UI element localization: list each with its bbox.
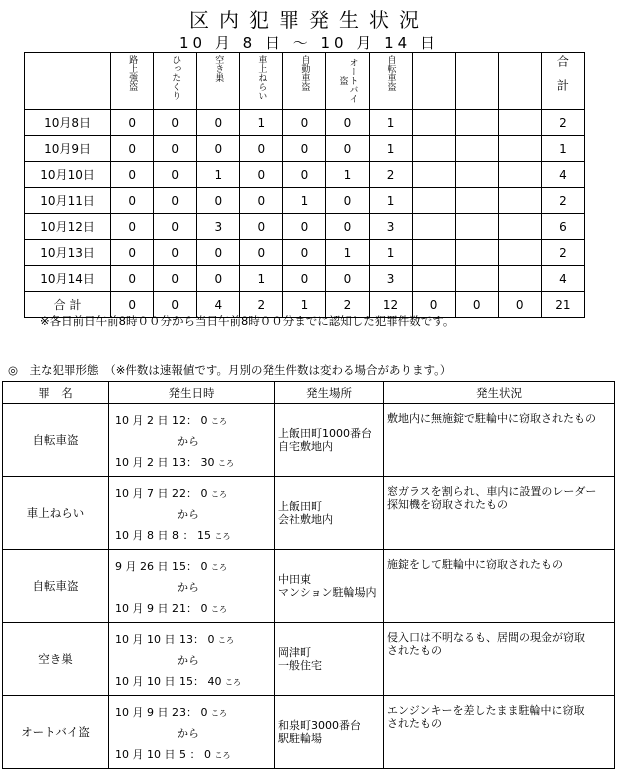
count-cell: 1	[369, 110, 412, 136]
count-cell: 1	[240, 110, 283, 136]
count-cell: 0	[197, 110, 240, 136]
column-header: 自動車盗	[283, 53, 326, 110]
datetime-cell	[109, 477, 275, 550]
datetime-cell	[109, 550, 275, 623]
case-row	[3, 696, 615, 769]
table-row	[25, 162, 585, 188]
table-row	[25, 214, 585, 240]
count-cell: 6	[541, 214, 584, 240]
count-cell: 0	[283, 266, 326, 292]
koro-label: ころ	[217, 636, 234, 645]
count-cell: 0	[197, 136, 240, 162]
count-cell: 0	[111, 188, 154, 214]
from-time: 10 月 10 日 13： 0	[115, 633, 215, 646]
count-cell: 1	[541, 136, 584, 162]
count-cell	[412, 162, 455, 188]
table-row	[25, 188, 585, 214]
column-header: 路上強盗	[111, 53, 154, 110]
count-cell: 1	[369, 188, 412, 214]
case-header: 発生日時	[109, 382, 275, 404]
count-cell: 0	[283, 214, 326, 240]
total-label: 合 計	[25, 292, 111, 318]
count-cell	[412, 136, 455, 162]
date-cell: 10月13日	[25, 240, 111, 266]
note: ※各日前日午前8時００分から当日午前8時００分までに認知した犯罪件数です。	[40, 314, 455, 328]
table-row	[25, 266, 585, 292]
count-cell	[455, 188, 498, 214]
count-cell	[498, 110, 541, 136]
count-cell: 1	[326, 240, 369, 266]
date-cell: 10月14日	[25, 266, 111, 292]
count-cell: 0	[154, 188, 197, 214]
total-cell: 2	[326, 292, 369, 318]
case-header: 発生状況	[384, 382, 615, 404]
count-cell: 0	[111, 162, 154, 188]
column-header: 自転車盗	[369, 53, 412, 110]
count-cell: 3	[369, 214, 412, 240]
total-cell: 2	[240, 292, 283, 318]
count-cell: 0	[154, 214, 197, 240]
count-cell: 0	[326, 266, 369, 292]
count-cell: 2	[369, 162, 412, 188]
case-header: 発生場所	[275, 382, 384, 404]
kara-label: から	[177, 727, 199, 740]
count-cell: 1	[369, 240, 412, 266]
to-time: 10 月 2 日 13： 30	[115, 456, 215, 469]
koro-label: ころ	[210, 417, 227, 426]
from-time: 10 月 7 日 22： 0	[115, 487, 208, 500]
kara-label: から	[177, 435, 199, 448]
count-cell: 3	[197, 214, 240, 240]
to-time: 10 月 10 日 5 ： 0	[115, 748, 211, 761]
count-cell	[498, 266, 541, 292]
case-row	[3, 550, 615, 623]
date-cell: 10月8日	[25, 110, 111, 136]
date-cell: 10月9日	[25, 136, 111, 162]
column-header: 空き巣	[197, 53, 240, 110]
to-time: 10 月 8 日 8 ： 15	[115, 529, 211, 542]
koro-label: ころ	[210, 605, 227, 614]
column-header: ひったくり	[154, 53, 197, 110]
count-cell: 0	[283, 136, 326, 162]
count-cell: 0	[240, 136, 283, 162]
count-cell	[498, 136, 541, 162]
column-header	[498, 53, 541, 110]
count-cell: 2	[541, 188, 584, 214]
count-cell: 0	[197, 188, 240, 214]
count-cell: 0	[154, 240, 197, 266]
count-cell: 0	[111, 136, 154, 162]
count-cell: 0	[283, 110, 326, 136]
count-cell	[455, 240, 498, 266]
situation-cell: 施錠をして駐輪中に窃取されたもの	[384, 550, 615, 623]
count-cell: 0	[197, 266, 240, 292]
count-cell: 0	[154, 162, 197, 188]
count-cell: 0	[154, 110, 197, 136]
count-cell: 0	[326, 188, 369, 214]
table-row	[25, 136, 585, 162]
count-cell	[455, 136, 498, 162]
count-cell: 1	[369, 136, 412, 162]
count-cell	[412, 240, 455, 266]
count-cell: 1	[197, 162, 240, 188]
total-cell: 0	[154, 292, 197, 318]
crime-table-header	[25, 53, 585, 110]
count-cell: 0	[154, 266, 197, 292]
count-cell: 4	[541, 266, 584, 292]
count-cell: 0	[154, 136, 197, 162]
count-cell: 3	[369, 266, 412, 292]
case-row	[3, 404, 615, 477]
to-time: 10 月 9 日 21： 0	[115, 602, 208, 615]
count-cell: 4	[541, 162, 584, 188]
koro-label: ころ	[210, 490, 227, 499]
count-cell: 0	[111, 214, 154, 240]
case-table	[2, 381, 615, 769]
column-header: 合計	[541, 53, 584, 110]
date-cell: 10月12日	[25, 214, 111, 240]
count-cell	[498, 188, 541, 214]
datetime-cell	[109, 623, 275, 696]
koro-label: ころ	[214, 751, 231, 760]
period: 10 月 8 日 ～ 10 月 14 日	[179, 34, 439, 52]
koro-label: ころ	[224, 678, 241, 687]
koro-label: ころ	[210, 563, 227, 572]
count-cell: 2	[541, 240, 584, 266]
crime-count-table	[24, 52, 585, 318]
count-cell	[498, 240, 541, 266]
count-cell: 1	[326, 162, 369, 188]
from-time: 9 月 26 日 15： 0	[115, 560, 208, 573]
count-cell: 0	[326, 110, 369, 136]
table-row	[25, 240, 585, 266]
situation-cell: 敷地内に無施錠で駐輪中に窃取されたもの	[384, 404, 615, 477]
count-cell: 0	[111, 110, 154, 136]
total-cell: 1	[283, 292, 326, 318]
header-blank	[25, 53, 111, 110]
total-cell: 12	[369, 292, 412, 318]
total-cell: 0	[111, 292, 154, 318]
to-time: 10 月 10 日 15： 40	[115, 675, 222, 688]
count-cell: 0	[326, 136, 369, 162]
count-cell: 0	[111, 240, 154, 266]
place-cell: 和泉町3000番台 駅駐輪場	[275, 696, 384, 769]
count-cell	[455, 110, 498, 136]
koro-label: ころ	[217, 459, 234, 468]
count-cell: 0	[326, 214, 369, 240]
datetime-cell	[109, 696, 275, 769]
kara-label: から	[177, 654, 199, 667]
from-time: 10 月 2 日 12： 0	[115, 414, 208, 427]
count-cell	[455, 214, 498, 240]
place-cell: 岡津町 一般住宅	[275, 623, 384, 696]
count-cell	[412, 266, 455, 292]
case-row	[3, 477, 615, 550]
count-cell: 0	[240, 162, 283, 188]
count-cell	[455, 162, 498, 188]
count-cell	[412, 214, 455, 240]
count-cell: 0	[197, 240, 240, 266]
count-cell: 1	[240, 266, 283, 292]
situation-cell: 窓ガラスを割られ、車内に設置のレーダー 探知機を窃取されたもの	[384, 477, 615, 550]
date-cell: 10月11日	[25, 188, 111, 214]
column-header	[455, 53, 498, 110]
crime-name: 自転車盗	[3, 404, 109, 477]
count-cell: 0	[283, 162, 326, 188]
column-header: オートバイ盗	[326, 53, 369, 110]
date-cell: 10月10日	[25, 162, 111, 188]
kara-label: から	[177, 508, 199, 521]
count-cell	[498, 162, 541, 188]
datetime-cell	[109, 404, 275, 477]
total-cell: 0	[498, 292, 541, 318]
count-cell	[412, 110, 455, 136]
koro-label: ころ	[214, 532, 231, 541]
from-time: 10 月 9 日 23： 0	[115, 706, 208, 719]
kara-label: から	[177, 581, 199, 594]
count-cell: 1	[283, 188, 326, 214]
total-cell: 0	[455, 292, 498, 318]
total-cell: 0	[412, 292, 455, 318]
page-title: 区内犯罪発生状況	[189, 8, 429, 32]
table-row	[25, 110, 585, 136]
crime-name: 車上ねらい	[3, 477, 109, 550]
count-cell: 0	[240, 188, 283, 214]
crime-name: オートバイ盗	[3, 696, 109, 769]
section-title: ◎ 主な犯罪形態 （※件数は速報値です。月別の発生件数は変わる場合があります。）	[8, 363, 452, 377]
column-header: 車上ねらい	[240, 53, 283, 110]
crime-name: 自転車盗	[3, 550, 109, 623]
count-cell: 0	[111, 266, 154, 292]
place-cell: 上飯田町 会社敷地内	[275, 477, 384, 550]
case-header: 罪 名	[3, 382, 109, 404]
situation-cell: 侵入口は不明なるも、居間の現金が窃取 されたもの	[384, 623, 615, 696]
count-cell: 0	[240, 240, 283, 266]
count-cell: 0	[240, 214, 283, 240]
count-cell	[498, 214, 541, 240]
total-cell: 4	[197, 292, 240, 318]
total-cell: 21	[541, 292, 584, 318]
case-row	[3, 623, 615, 696]
place-cell: 上飯田町1000番台 自宅敷地内	[275, 404, 384, 477]
crime-name: 空き巣	[3, 623, 109, 696]
koro-label: ころ	[210, 709, 227, 718]
column-header	[412, 53, 455, 110]
place-cell: 中田東 マンション駐輪場内	[275, 550, 384, 623]
count-cell: 2	[541, 110, 584, 136]
count-cell	[412, 188, 455, 214]
count-cell: 0	[283, 240, 326, 266]
situation-cell: エンジンキーを差したまま駐輪中に窃取 されたもの	[384, 696, 615, 769]
count-cell	[455, 266, 498, 292]
